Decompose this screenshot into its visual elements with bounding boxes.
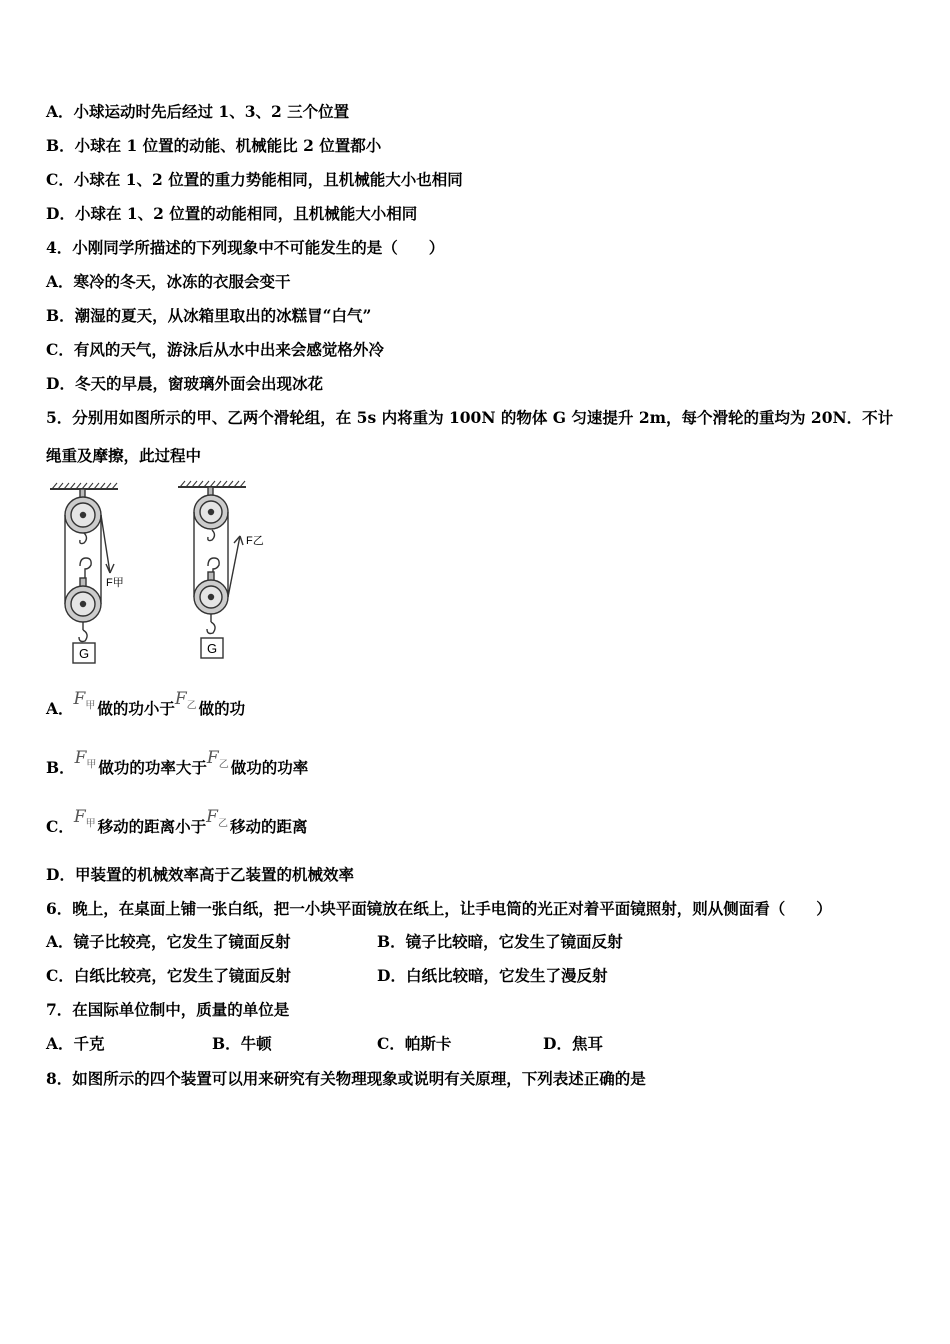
q3-option-d: D．小球在 1、2 位置的动能相同，且机械能大小相同 (46, 204, 418, 223)
q6-option-d: D．白纸比较暗，它发生了漫反射 (377, 966, 608, 985)
force-label-yi: F乙 (246, 535, 264, 547)
q3-option-c: C．小球在 1、2 位置的重力势能相同，且机械能大小也相同 (46, 170, 463, 189)
q3-option-a: A．小球运动时先后经过 1、3、2 三个位置 (46, 102, 350, 121)
q5-option-a: A．$F_甲$ 做的功小于$F_乙$ 做的功 (46, 689, 246, 718)
q4-option-b: B．潮湿的夏天，从冰箱里取出的冰糕冒“白气” (46, 306, 372, 325)
q6-option-b: B．镜子比较暗，它发生了镜面反射 (377, 932, 623, 951)
q7-option-a: A．千克 (46, 1034, 105, 1053)
q6-option-a: A．镜子比较亮，它发生了镜面反射 (46, 932, 291, 951)
q6-stem: 6．晚上，在桌面上铺一张白纸，把一小块平面镜放在纸上，让手电筒的光正对着平面镜照射，则从侧面看（ ） (46, 899, 832, 918)
q3-option-b: B．小球在 1 位置的动能、机械能比 2 位置都小 (46, 136, 382, 155)
load-label-jia: G (78, 646, 90, 661)
force-label-jia: F甲 (106, 577, 124, 589)
q4-option-d: D．冬天的早晨，窗玻璃外面会出现冰花 (46, 374, 323, 393)
q4-option-a: A．寒冷的冬天，冰冻的衣服会变干 (46, 272, 291, 291)
q7-option-b: B．牛顿 (212, 1034, 272, 1053)
q5-stem-line1: 5．分别用如图所示的甲、乙两个滑轮组，在 5s 内将重为 100N 的物体 G 匀速提升 2m，每个滑轮的重均为 20N．不计 (46, 408, 894, 427)
q5-option-d: D．甲装置的机械效率高于乙装置的机械效率 (46, 865, 354, 884)
q6-option-c: C．白纸比较亮，它发生了镜面反射 (46, 966, 291, 985)
q8-stem: 8．如图所示的四个装置可以用来研究有关物理现象或说明有关原理，下列表述正确的是 (46, 1069, 646, 1088)
q4-option-c: C．有风的天气，游泳后从水中出来会感觉格外冷 (46, 340, 384, 359)
load-label-yi: G (206, 641, 218, 656)
q4-stem: 4．小刚同学所描述的下列现象中不可能发生的是（ ） (46, 238, 445, 257)
q5-option-b: B．$F_甲$ 做功的功率大于$F_乙$ 做功的功率 (46, 748, 309, 777)
q5-option-c: C．$F_甲$ 移动的距离小于$F_乙$ 移动的距离 (46, 807, 308, 836)
q7-stem: 7．在国际单位制中，质量的单位是 (46, 1000, 290, 1019)
pulley-diagram (44, 478, 284, 673)
q5-stem-line2: 绳重及摩擦，此过程中 (46, 446, 202, 465)
q7-option-d: D．焦耳 (543, 1034, 603, 1053)
q7-option-c: C．帕斯卡 (377, 1034, 452, 1053)
